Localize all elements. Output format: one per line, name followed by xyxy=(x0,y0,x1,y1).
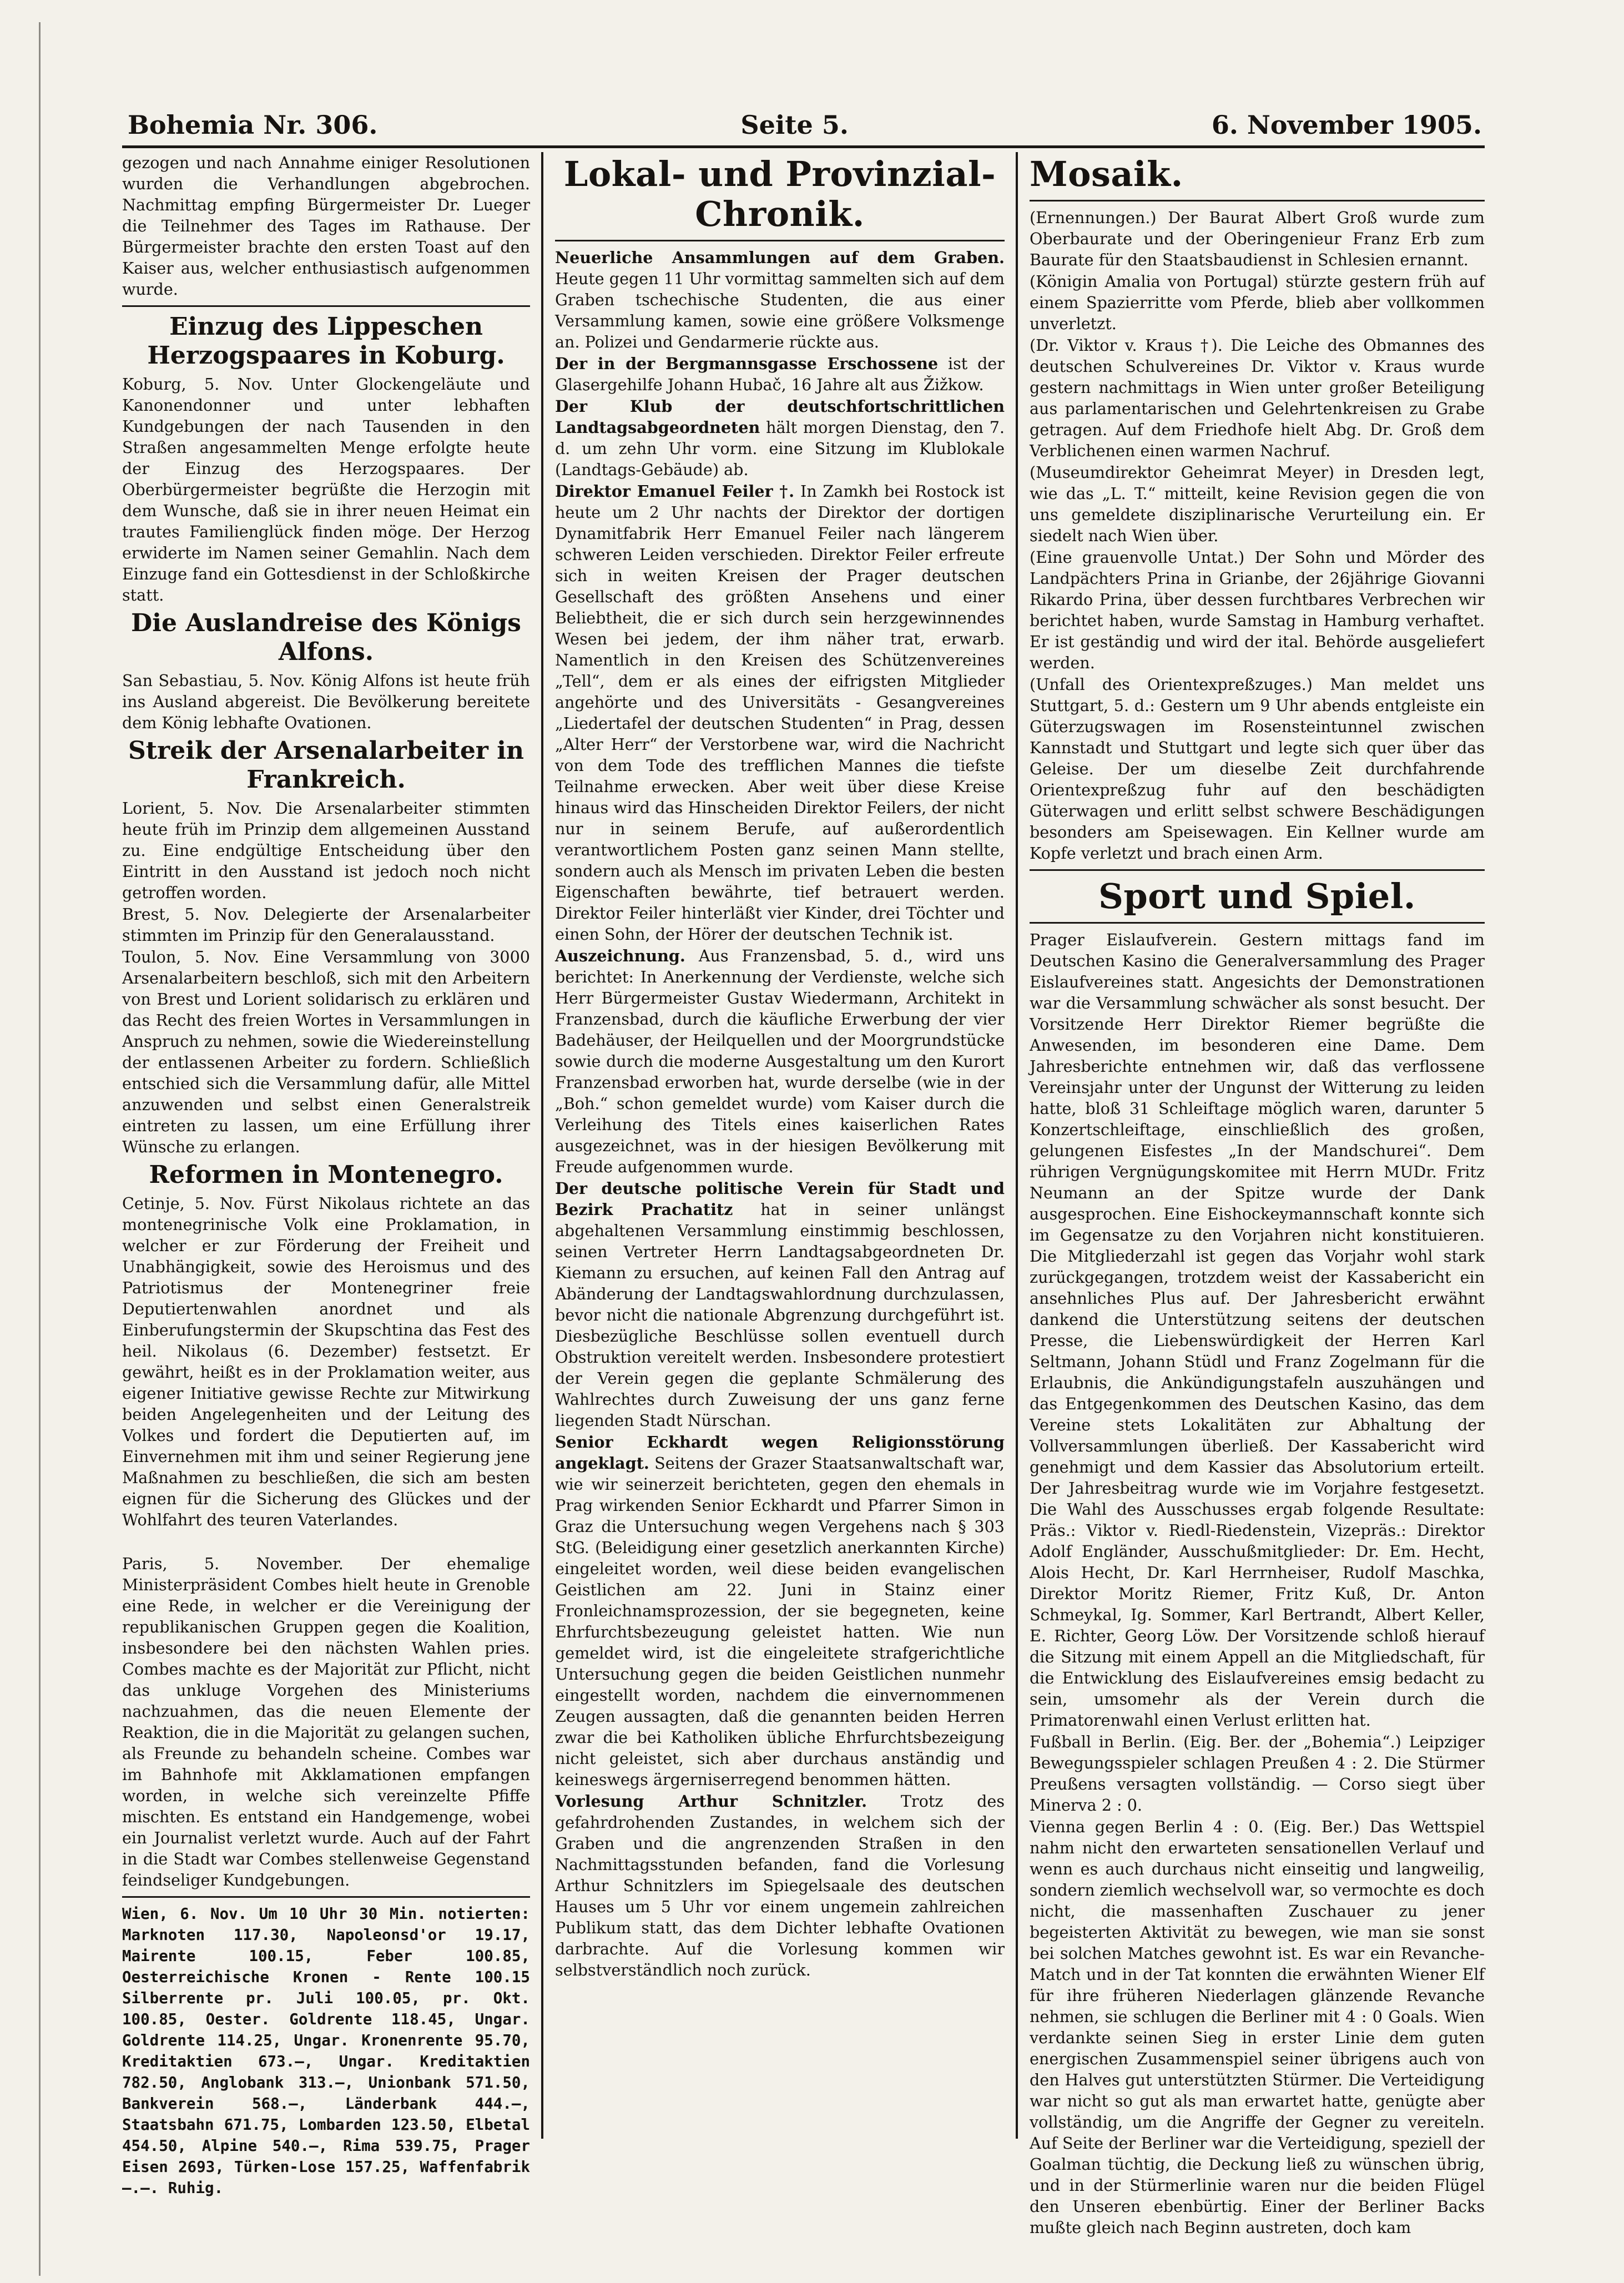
spacer xyxy=(122,1531,530,1553)
column-local-chronicle xyxy=(555,152,1005,2139)
article-heading: Streik der Arsenalarbeiter in Frankreich. xyxy=(128,737,524,794)
article-text: San Sebastiau, 5. Nov. König Alfons ist heute früh ins Ausland abgereist. Die Bevölkerung bereitete dem König lebhafte Ovationen. xyxy=(122,671,530,732)
article-text: hat in seiner unlängst abgehaltenen Versammlung einstimmig beschlossen, seinen Vertreter Herrn Landtagsabgeordneten Dr. Kiemann zu ersuchen, auf keinen Fall den Antrag auf Abänderung der Landtagswahlordnung durchzulassen, bevor nicht die nationale Abgrenzung durchgeführt ist. Diesbezügliche Beschlüsse sollen eventuell durch Obstruktion vereitelt werden. Insbesondere protestiert der Verein gegen die geplante Schmälerung des Wahlrechtes durch Zuweisung der uns ganz ferne liegenden Stadt Nürschan. xyxy=(555,1200,1005,1430)
header-page-number: Seite 5. xyxy=(740,110,849,140)
article-heading: Auszeichnung. xyxy=(555,946,685,965)
article-text: In Zamkh bei Rostock ist heute um 2 Uhr nachts der Direktor der dortigen Dynamitfabrik Herr Emanuel Feiler nach längerem schweren Leiden verschieden. Direktor Feiler erfreute sich in weiten Kreisen der Prager deutschen Gesellschaft des größten Ansehens und einer Beliebtheit, die er sich durch sein herzgewinnendes Wesen bei jedem, der ihm näher trat, erwarb. Namentlich in den Kreisen des Schützenvereines „Tell“, dem er als eines der eifrigsten Mitglieder angehörte und des Universitäts - Gesangvereines „Liedertafel der deutschen Studenten“ in Prag, dessen „Alter Herr“ der Verstorbene war, wird die Nachricht von dem Tode des trefflichen Mannes die tiefste Teilnahme erwecken. Aber weit über diese Kreise hinaus wird das Hinscheiden Direktor Feilers, der nicht nur in seinem Berufe, auf außerordentlich verantwortlichem Posten ganz seinen Mann stellte, sondern auch als Mensch im privaten Leben die besten Eigenschaften bewährte, tief betrauert werden. Direktor Feiler hinterläßt vier Kinder, drei Töchter und einen Sohn, der Hörer der deutschen Technik ist. xyxy=(555,482,1005,944)
article-heading: Vorlesung Arthur Schnitzler. xyxy=(555,1792,868,1811)
section-title: Mosaik. xyxy=(1030,154,1183,194)
article-text: (Königin Amalia von Portugal) stürzte gestern früh auf einem Spazierritte vom Pferde, blieb aber vollkommen unverletzt. xyxy=(1030,272,1485,333)
divider xyxy=(1030,922,1485,924)
article-text: Cetinje, 5. Nov. Fürst Nikolaus richtete an das montenegrinische Volk eine Proklamation, in welcher er zur Förderung der Freiheit und Unabhängigkeit, sowie des Heroismus und des Patriotismus der Montenegriner freie Deputiertenwahlen anordnet und als Einberufungstermin der Skupschtina das Fest des heil. Nikolaus (6. Dezember) festsetzt. Er gewährt, heißt es in der Proklamation weiter, aus eigener Initiative gewisse Rechte zur Mitwirkung beiden Angelegenheiten und der Leitung des Volkes und fordert die Deputierten auf, im Einvernehmen mit ihm und seiner Regierung jene Maßnahmen zu beschließen, die sich am besten eignen für die Sicherung des Glückes und der Wohlfahrt des teuren Vaterlandes. xyxy=(122,1194,530,1529)
article-text: Koburg, 5. Nov. Unter Glockengeläute und Kanonendonner und unter lebhaften Kundgebungen der nach Tausenden in den Straßen angesammelten Menge erfolgte heute der Einzug des Herzogspaares. Der Oberbürgermeister begrüßte die Herzogin mit dem Wunsche, daß sie in ihrer neuen Heimat ein trautes Familienglück finden möge. Der Herzog erwiderte im Namen seiner Gemahlin. Nach dem Einzuge fand ein Gottesdienst in der Schloßkirche statt. xyxy=(122,375,530,604)
article-heading: Der Klub der deutschfortschrittlichen Landtagsabgeordneten xyxy=(555,397,1005,437)
article-text: (Eine grauenvolle Untat.) Der Sohn und Mörder des Landpächters Prina in Grianbe, der 26jährige Giovanni Rikardo Prina, über dessen furchtbares Verbrechen wir berichtet haben, wurde Samstag in Hamburg verhaftet. Er ist geständig und wird der ital. Behörde ausgeliefert werden. xyxy=(1030,548,1485,672)
article-text: ist der Glasergehilfe Johann Hubač, 16 Jahre alt aus Žižkow. xyxy=(555,354,1005,394)
article-text: Lorient, 5. Nov. Die Arsenalarbeiter stimmten heute früh im Prinzip dem allgemeinen Ausstand zu. Eine endgültige Entscheidung über den Eintritt in den Ausstand ist jedoch noch nicht getroffen worden. xyxy=(122,799,530,902)
divider xyxy=(122,305,530,307)
article-text: Seitens der Grazer Staatsanwaltschaft war, wie wir seinerzeit berichteten, gegen den ehemals in Prag wirkenden Senior Eckhardt und Pfarrer Simon in Graz die Untersuchung wegen Vergehens nach § 303 StG. (Beleidigung einer gesetzlich anerkannten Kirche) eingeleitet worden, weil diese beiden evangelischen Geistlichen am 22. Juni in Stainz einer Fronleichnamsprozession, der sie begegneten, keine Ehrfurchtsbezeugung geleistet hatten. Wie nun gemeldet wird, ist die eingeleitete strafgerichtliche Untersuchung gegen die beiden Geistlichen nunmehr eingestellt worden, nachdem die einvernommenen Zeugen aussagten, daß die genannten beiden Herren zwar die bei Katholiken übliche Ehrfurchtsbezeigung nicht geleistet, sich aber durchaus anständig und keineswegs ärgerniserregend benommen hätten. xyxy=(555,1454,1005,1789)
column-divider xyxy=(541,152,543,2139)
divider xyxy=(122,1896,530,1898)
article-text: Fußball in Berlin. (Eig. Ber. der „Bohemia“.) Leipziger Bewegungsspieler schlagen Preußen 4 : 2. Die Stürmer Preußens versagten vollständig. — Corso siegt über Minerva 2 : 0. xyxy=(1030,1732,1485,1815)
article-text: Brest, 5. Nov. Delegierte der Arsenalarbeiter stimmten im Prinzip für den Generalausstand. xyxy=(122,905,530,945)
article-heading: Direktor Emanuel Feiler †. xyxy=(555,482,795,501)
section-title: Sport und Spiel. xyxy=(1098,876,1416,916)
market-report: Wien, 6. Nov. Um 10 Uhr 30 Min. notierten: Marknoten 117.30, Napoleonsd'or 19.17, Mairente 100.15, Feber 100.85, Oesterreichische Kronen - Rente 100.15 Silberrente pr. Juli 100.05, pr. Okt. 100.85, Oester. Goldrente 118.45, Ungar. Goldrente 114.25, Ungar. Kronenrente 95.70, Kreditaktien 673.—, Ungar. Kreditaktien 782.50, Anglobank 313.—, Unionbank 571.50, Bankverein 568.—, Länderbank 444.—, Staatsbahn 671.75, Lombarden 123.50, Elbetal 454.50, Alpine 540.—, Rima 539.75, Prager Eisen 2693, Türken-Lose 157.25, Waffenfabrik —.—. Ruhig. xyxy=(122,1905,530,2197)
article-heading: Neuerliche Ansammlungen auf dem Graben. xyxy=(555,248,1005,267)
article-heading: Der deutsche politische Verein für Stadt und Bezirk Prachatitz xyxy=(555,1179,1005,1219)
divider xyxy=(1030,869,1485,871)
article-heading: Reformen in Montenegro. xyxy=(149,1161,503,1189)
article-text: Trotz des gefahrdrohenden Zustandes, in welchem sich der Graben und die angrenzenden Straßen in den Nachmittagsstunden befanden, fand die Vorlesung Arthur Schnitzlers im Spiegelsaale des deutschen Hauses um 5 Uhr vor einem ungemein zahlreichen Publikum statt, das dem Dichter lebhafte Ovationen darbrachte. Auf die Vorlesung kommen wir selbstverständlich noch zurück. xyxy=(555,1792,1005,1979)
article-text: Paris, 5. November. Der ehemalige Ministerpräsident Combes hielt heute in Grenoble eine Rede, in welcher er die Vereinigung der republikanischen Gruppen gegen die Koalition, insbesondere bei den nächsten Wahlen pries. Combes machte es der Majorität zur Pflicht, nicht das unkluge Vorgehen des Ministeriums nachzuahmen, das die neuen Elemente der Reaktion, die in die Majorität zu gelangen suchen, als Freunde zu behandeln scheine. Combes war im Bahnhofe mit Akklamationen empfangen worden, in welche sich vereinzelte Pfiffe mischten. Es entstand ein Handgemenge, wobei ein Journalist verletzt wurde. Auch auf der Fahrt in die Stadt war Combes stellenweise Gegenstand feindseliger Kundgebungen. xyxy=(122,1554,530,1889)
article-heading: Senior Eckhardt wegen Religionsstörung angeklagt. xyxy=(555,1433,1005,1473)
article-text: Vienna gegen Berlin 4 : 0. (Eig. Ber.) Das Wettspiel nahm nicht den erwarteten sensationellen Verlauf und wenn es auch durchaus nicht einseitig und langweilig, sondern ziemlich wechselvoll war, so vermochte es doch nicht, die massenhaften Zuschauer zu jener begeisterten Aktivität zu bewegen, wie man sie sonst bei solchen Matches gewohnt ist. Es war ein Revanche-Match und in der Tat konnten die erwähnten Wiener Elf für ihre früheren Niederlagen glänzende Revanche nehmen, sie schlugen die Berliner mit 4 : 0 Goals. Wien verdankte seinen Sieg in erster Linie dem guten energischen Zusammenspiel seiner übrigens auch von den Halves gut unterstützten Stürmer. Die Verteidigung war nicht so gut als man erwartet hatte, genügte aber vollständig, um die Angriffe der Gegner zu vereiteln. Auf Seite der Berliner war die Verteidigung, speziell der Goalman tüchtig, die Deckung ließ zu wünschen übrig, und in der Stürmerlinie waren nur die beiden Flügel den Unseren ebenbürtig. Einer der Berliner Backs mußte gleich nach Beginn austreten, doch kam xyxy=(1030,1817,1485,2237)
article-text: Aus Franzensbad, 5. d., wird uns berichtet: In Anerkennung der Verdienste, welche sich Herr Bürgermeister Gustav Wiedermann, Architekt in Franzensbad, durch die käufliche Erwerbung der vier Badehäuser, der Heilquellen und der Moorgrundstücke sowie durch die moderne Ausgestaltung um den Kurort Franzensbad erworben hat, wurde derselbe (wie in der „Boh.“ schon gemeldet wurde) vom Kaiser durch die Verleihung des Titels eines kaiserlichen Rates ausgezeichnet, was in der hiesigen Bevölkerung mit Freude aufgenommen wurde. xyxy=(555,946,1005,1176)
article-text: gezogen und nach Annahme einiger Resolutionen wurden die Verhandlungen abgebrochen. Nachmittag empfing Bürgermeister Dr. Lueger die Teilnehmer des Tages im Rathause. Der Bürgermeister brachte den ersten Toast auf den Kaiser aus, welcher enthusiastisch aufgenommen wurde. xyxy=(122,153,530,299)
column-mosaic xyxy=(1030,152,1485,2237)
article-text: Heute gegen 11 Uhr vormittag sammelten sich auf dem Graben tschechische Studenten, die aus einer Versammlung kamen, sowie eine größere Volksmenge an. Polizei und Gendarmerie rückte aus. xyxy=(555,269,1005,351)
article-heading: Einzug des Lippeschen Herzogspaares in Koburg. xyxy=(147,313,505,370)
header-issue: Bohemia Nr. 306. xyxy=(128,110,378,140)
article-text: (Dr. Viktor v. Kraus †). Die Leiche des Obmannes des deutschen Schulvereines Dr. Viktor v. Kraus wurde gestern nachmittags in Wien unter großer Beteiligung aus parlamentarischen und Gelehrtenkreisen zu Grabe getragen. Auf dem Friedhofe hielt Abg. Dr. Groß dem Verblichenen einen warmen Nachruf. xyxy=(1030,336,1485,460)
divider xyxy=(1030,200,1485,201)
header-date: 6. November 1905. xyxy=(1211,110,1482,140)
article-heading: Die Auslandreise des Königs Alfons. xyxy=(131,609,521,666)
divider xyxy=(555,240,1005,241)
article-text: Toulon, 5. Nov. Eine Versammlung von 3000 Arsenalarbeitern beschloß, sich mit den Arbeitern von Brest und Lorient solidarisch zu erklären und das Recht des freien Wortes in Versammlungen in Anspruch zu nehmen, sowie die Wiedereinstellung der entlassenen Arbeiter zu fordern. Schließlich entschied sich die Versammlung dafür, alle Mittel anzuwenden und selbst einen Generalstreik eintreten zu lassen, um eine Erfüllung ihrer Wünsche zu erlangen. xyxy=(122,948,530,1156)
page-header xyxy=(128,105,1482,144)
article-text: (Ernennungen.) Der Baurat Albert Groß wurde zum Oberbaurate und der Oberingenieur Franz Erb zum Baurate für den Staatsbaudienst in Schlesien ernannt. xyxy=(1030,208,1485,269)
article-text: (Unfall des Orientexpreßzuges.) Man meldet uns Stuttgart, 5. d.: Gestern um 9 Uhr abends entgleiste ein Güterzugswagen im Rosensteintunnel zwischen Kannstadt und Stuttgart und legte sich quer über das Geleise. Der um dieselbe Zeit durchfahrende Orientexpreßzug fuhr auf den beschädigten Güterwagen und erlitt selbst schwere Beschädigungen besonders am Speisewagen. Ein Kellner wurde am Kopfe verletzt und brach einen Arm. xyxy=(1030,675,1485,863)
article-text: Prager Eislaufverein. Gestern mittags fand im Deutschen Kasino die Generalversammlung des Prager Eislaufvereines statt. Angesichts der Demonstrationen war die Versammlung schwächer als sonst besucht. Der Vorsitzende Herr Direktor Riemer begrüßte die Anwesenden, im besonderen eine Dame. Dem Jahresberichte entnehmen wir, daß das verflossene Vereinsjahr unter der Ungunst der Witterung zu leiden hatte, bloß 31 Schleiftage möglich waren, darunter 5 Konzertschleiftage, einschließlich des großen, gelungenen Eisfestes „In der Mandschurei“. Dem rührigen Vergnügungskomitee mit Herrn MUDr. Fritz Neumann an der Spitze wurde der Dank ausgesprochen. Eine Eishockeymannschaft konnte sich im Gegensatze zu den Vorjahren nicht konstituieren. Die Mitgliederzahl ist gegen das Vorjahr wohl stark zurückgegangen, trotzdem weist der Kassabericht ein ansehnliches Plus auf. Der Jahresbericht erwähnt dankend die Unterstützung seitens der deutschen Presse, die Liebenswürdigkeit der Herren Karl Seltmann, Johann Stüdl und Franz Zogelmann für die Erlaubnis, die Ankündigungstafeln auszuhängen und das Entgegenkommen des Deutschen Kasino, das dem Vereine stets Lokalitäten zur Abhaltung der Vollversammlungen überließ. Der Kassabericht wird genehmigt und dem Kassier das Absolutorium erteilt. Der Jahresbeitrag wurde wie im Vorjahre festgesetzt. Die Wahl des Ausschusses ergab folgende Resultate: Präs.: Viktor v. Riedl-Riedenstein, Vizepräs.: Direktor Adolf Engländer, Ausschußmitglieder: Dr. Em. Hecht, Alois Hecht, Dr. Karl Herrnheiser, Rudolf Maschka, Direktor Moritz Riemer, Fritz Kuß, Dr. Anton Schmeykal, Ig. Sommer, Karl Bertrandt, Albert Keller, E. Richter, Georg Löw. Der Vorsitzende schloß hierauf die Sitzung mit einem Appell an die Mitgliedschaft, für die Entwicklung des Eislaufvereines emsig bedacht zu sein, umsomehr als der Verein durch die Primatorenwahl einen Verlust erlitten hat. xyxy=(1030,930,1485,1730)
header-rule xyxy=(122,145,1485,148)
section-title: Lokal- und Provinzial-Chronik. xyxy=(563,154,996,234)
column-divider xyxy=(1016,152,1018,2139)
column-news xyxy=(122,152,530,2197)
article-heading: Der in der Bergmannsgasse Erschossene xyxy=(555,354,939,373)
article-text: (Museumdirektor Geheimrat Meyer) in Dresden legt, wie das „L. T.“ mitteilt, keine Revision gegen die von uns gemeldete disziplinarische Verurteilung ein. Er siedelt nach Wien über. xyxy=(1030,463,1485,545)
article-text: hält morgen Dienstag, den 7. d. um zehn Uhr vorm. eine Sitzung im Klublokale (Landtags-Gebäude) ab. xyxy=(555,418,1005,479)
